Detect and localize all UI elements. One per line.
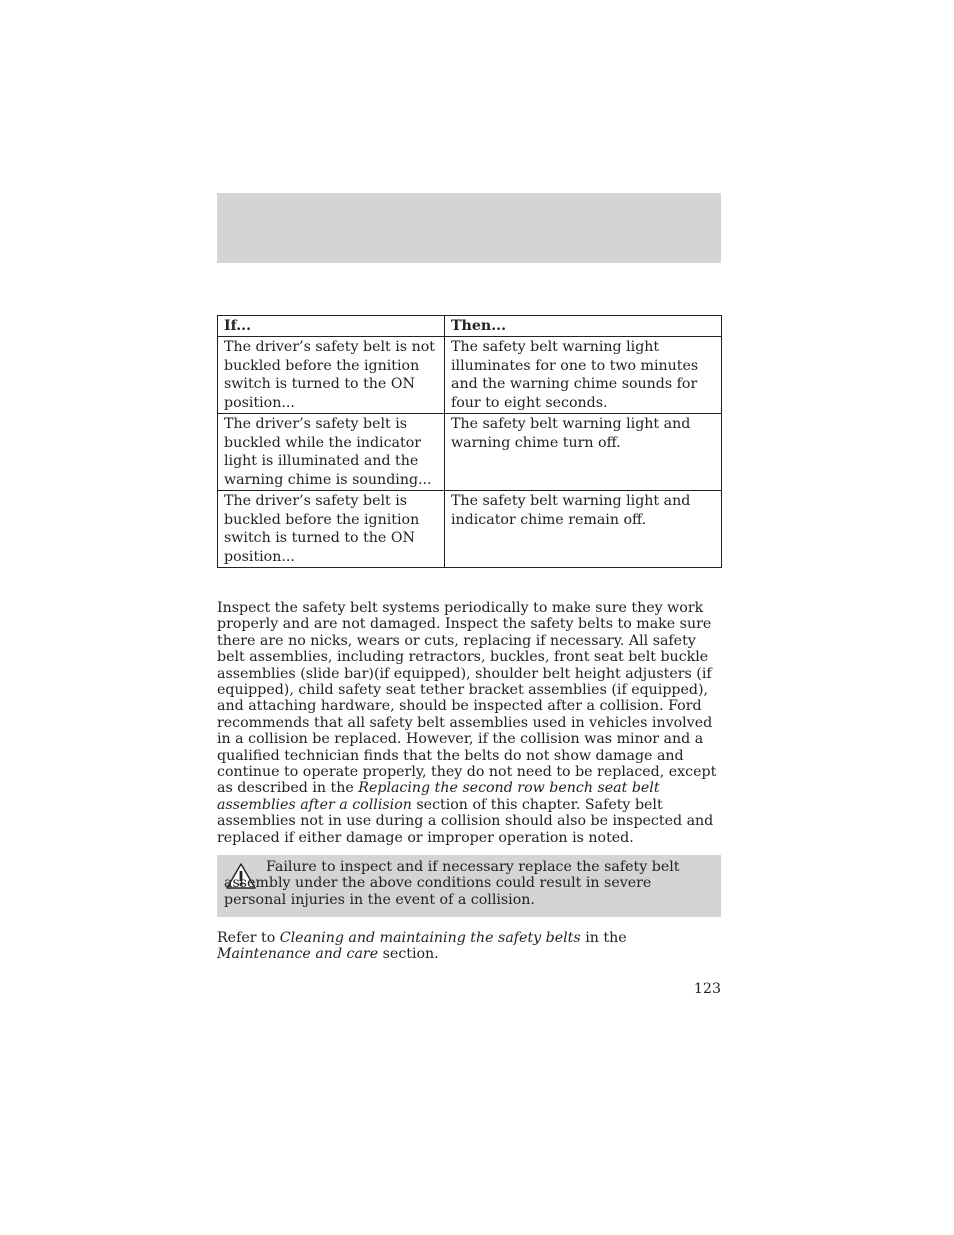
refer-paragraph [217,930,723,963]
table-header-row [218,316,722,337]
refer-suffix: section. [382,946,439,963]
refer-middle: in the [585,930,627,946]
cell-if: The driver’s safety belt is not buckled before the ignition switch is turned to the ON position... [218,337,445,414]
header-if: If... [218,316,445,337]
cell-then: The safety belt warning light and warning chime turn off. [445,414,722,491]
warning-box [217,855,721,917]
inspection-text-2: section of this chapter. Safety belt assemblies not in use during a collision should also be inspected and replaced if either damage or improper operation is noted. [217,796,714,846]
inspection-paragraph [217,600,723,846]
cell-if: The driver’s safety belt is buckled before the ignition switch is turned to the ON position... [218,491,445,568]
table-row [218,414,722,491]
refer-italic-1: Cleaning and maintaining the safety belts [279,930,581,946]
warning-text-block [224,859,694,908]
inspection-text-1: Inspect the safety belt systems periodically to make sure they work properly and are not damaged. Inspect the safety belts to make sure there are no nicks, wears or cuts, replacing if necessary. All safety belt assemblies, including retractors, buckles, front seat belt buckle assemblies (slide bar)(if equipped), shoulder belt height adjusters (if equipped), child safety seat tether bracket assemblies (if equipped), and attaching hardware, should be inspected after a collision. Ford recommends that all safety belt assemblies used in vehicles involved in a collision be replaced. However, if the collision was minor and a qualified technician finds that the belts do not show damage and continue to operate properly, they do not need to be replaced, except as described in the [217,600,717,797]
warning-text: Failure to inspect and if necessary replace the safety belt assembly under the above conditions could result in severe personal injuries in the event of a collision. [224,859,680,908]
cell-if: The driver’s safety belt is buckled while the indicator light is illuminated and the warning chime is sounding... [218,414,445,491]
cell-then: The safety belt warning light and indicator chime remain off. [445,491,722,568]
refer-italic-2: Maintenance and care [217,946,379,963]
safety-belt-warning-table [217,315,722,568]
table-row [218,337,722,414]
refer-prefix: Refer to [217,930,276,946]
page-number: 123 [693,981,721,997]
inspection-section-reference: Replacing the second row bench seat belt assemblies after a collision [217,780,660,813]
chapter-header-band [217,193,721,263]
cell-then: The safety belt warning light illuminates for one to two minutes and the warning chime sounds for four to eight seconds. [445,337,722,414]
table-row [218,491,722,568]
header-then: Then... [445,316,722,337]
